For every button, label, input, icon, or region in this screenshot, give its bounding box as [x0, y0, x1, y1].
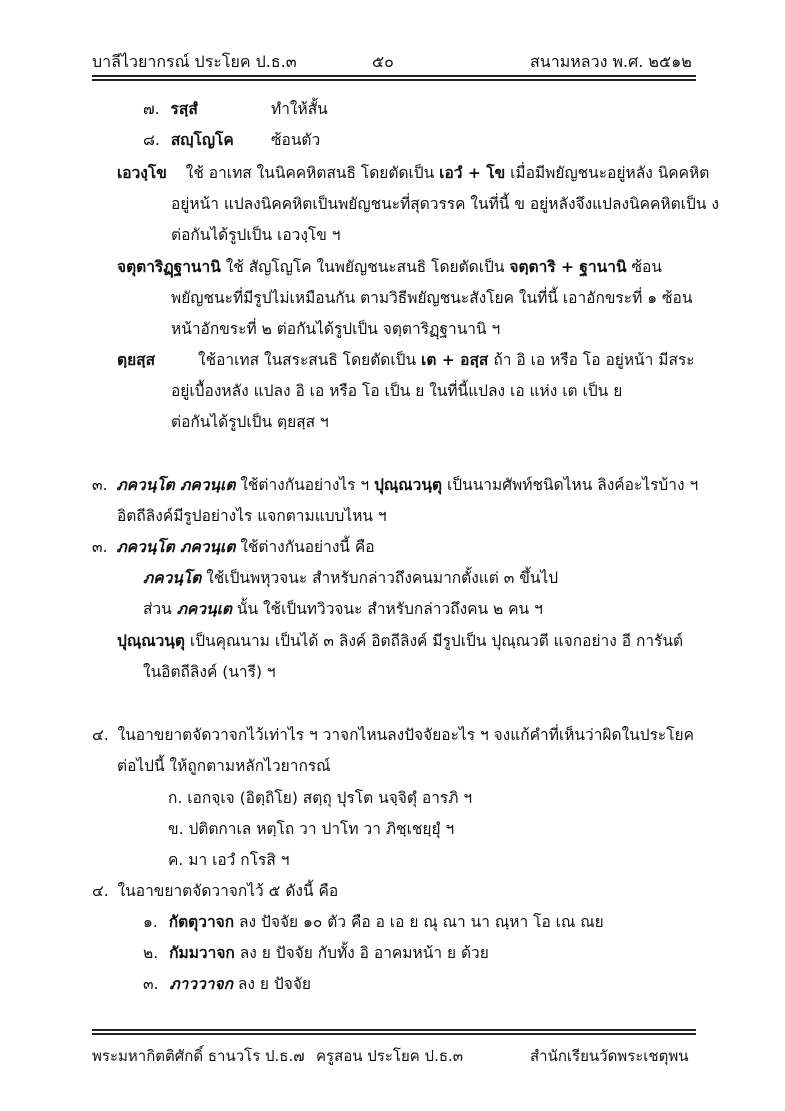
footer-rule-2 [92, 1033, 696, 1035]
definition: ซ้อนตัว [271, 131, 321, 149]
term: จตฺตาริ + ฐานานิ [509, 258, 627, 276]
term: ภควนฺโต ภควนฺเต [116, 476, 236, 494]
body-line: หน้าอักขระที่ ๒ ต่อกันได้รูปเป็น จตฺตาริฏฺฐานานิ ฯ [171, 320, 501, 338]
term: ภาววาจก [169, 975, 233, 993]
text: ถ้า อิ เอ หรือ โอ อยู่หน้า มีสระ [488, 351, 695, 369]
text: ลง ย ปัจจัย [232, 975, 311, 993]
term: รสฺสํ [170, 100, 198, 118]
body-line [143, 598, 543, 620]
body-line [117, 630, 683, 652]
term: กัมมวาจก [169, 944, 235, 962]
body-line [143, 129, 321, 151]
question-number: ๓. [92, 476, 108, 494]
text: ใช้ อาเทส ในนิคคหิตสนธิ โดยตัดเป็น [185, 164, 440, 182]
term: จตุตาริฏฺฐานานิ [117, 258, 221, 276]
item-number: ๘. [143, 131, 160, 149]
question-number: ๔. [92, 726, 109, 744]
body-line: พยัญชนะที่มีรูปไม่เหมือนกัน ตามวิธีพยัญชนะสังโยค ในที่นี้ เอาอักขระที่ ๑ ซ้อน [171, 289, 693, 307]
footer-right: สำนักเรียนวัดพระเชตุพน [530, 1047, 689, 1065]
body-line [143, 973, 311, 995]
text: ในอาขยาตจัดวาจกไว้ ๕ ดังนี้ คือ [117, 882, 339, 900]
header-left: บาลีไวยากรณ์ ประโยค ป.ธ.๓ [92, 52, 297, 71]
body-line: ก. เอกจฺเจ (อิตฺถิโย) สตฺถุ ปุรโต นจฺจิตุํ อารภิ ฯ [168, 789, 473, 807]
text: นั้น ใช้เป็นทวิวจนะ สำหรับกล่าวถึงคน ๒ คน ฯ [231, 600, 543, 618]
footer-rule [92, 1029, 696, 1031]
body-line [143, 567, 558, 589]
text: ซ้อน [626, 258, 662, 276]
body-line: ข. ปติตกาเล หตฺโถ วา ปาโท วา ภิชฺเชยฺยุํ ฯ [168, 820, 455, 838]
footer-left: พระมหากิตติศักดิ์ ธานวโร ป.ธ.๗ [92, 1047, 305, 1065]
term: เต + อสฺส [421, 351, 489, 369]
text: ใช้ต่างกันอย่างไร ฯ [235, 476, 375, 494]
question-3 [92, 474, 698, 496]
body-line: อยู่เบื้องหลัง แปลง อิ เอ หรือ โอ เป็น ย ในที่นี้แปลง เอ แห่ง เต เป็น ย [171, 382, 623, 400]
text: ใช้อาเทส ในสระสนธิ โดยตัดเป็น [198, 351, 422, 369]
term: ปุณฺณวนฺตุ [374, 476, 443, 494]
body-line [117, 162, 709, 184]
body-line [143, 911, 604, 933]
body-line: ต่อกันได้รูปเป็น เอวงฺโข ฯ [171, 226, 341, 244]
answer-3 [92, 536, 375, 558]
text: เป็นนามศัพท์ชนิดไหน ลิงค์อะไรบ้าง ฯ [442, 476, 699, 494]
answer-4 [92, 880, 338, 902]
answer-number: ๔. [92, 882, 109, 900]
text: ใช้ สัญโญโค ในพยัญชนะสนธิ โดยตัดเป็น [220, 258, 510, 276]
body-line: ในอิตถีลิงค์ (นารี) ฯ [143, 663, 276, 681]
body-line [117, 256, 662, 278]
term: เอวํ + โข [439, 164, 506, 182]
text: ใช้ต่างกันอย่างนี้ คือ [235, 538, 375, 556]
text: ลง ปัจจัย ๑๐ ตัว คือ อ เอ ย ณุ ณา นา ณฺหา โอ เณ ณย [234, 913, 604, 931]
definition: ทำให้สั้น [271, 100, 328, 118]
text: ใช้เป็นพหุวจนะ สำหรับกล่าวถึงคนมากตั้งแต่ ๓ ขึ้นไป [201, 569, 559, 587]
term: ตฺยสฺส [117, 351, 156, 369]
footer-center: ครูสอน ประโยค ป.ธ.๓ [316, 1047, 464, 1065]
text: ลง ย ปัจจัย กับทั้ง อิ อาคมหน้า ย ด้วย [234, 944, 489, 962]
term: สญฺโญโค [170, 131, 234, 149]
item-number: ๒. [143, 944, 159, 962]
header-rule-2 [92, 79, 696, 81]
term: ปุณฺณวนฺตุ [117, 632, 185, 650]
body-line [143, 942, 489, 964]
item-number: ๑. [143, 913, 158, 931]
item-number: ๓. [143, 975, 159, 993]
term: เอวงฺโข [117, 164, 167, 182]
header-right: สนามหลวง พ.ศ. ๒๕๑๒ [530, 52, 692, 71]
text: ในอาขยาตจัดวาจกไว้เท่าไร ฯ วาจกไหนลงปัจจัยอะไร ฯ จงแก้คำที่เห็นว่าผิดในประโยค [117, 726, 695, 744]
body-line: อยู่หน้า แปลงนิคคหิตเป็นพยัญชนะที่สุดวรรค ในที่นี้ ข อยู่หลังจึงแปลงนิคคหิตเป็น ง [171, 195, 719, 213]
body-line [143, 98, 328, 120]
text: เป็นคุณนาม เป็นได้ ๓ ลิงค์ อิตถีลิงค์ มีรูปเป็น ปุณฺณวตี แจกอย่าง อี การันต์ [184, 632, 684, 650]
answer-number: ๓. [92, 538, 108, 556]
term: ภควนฺโต [143, 569, 202, 587]
body-line: ต่อไปนี้ ให้ถูกตามหลักไวยากรณ์ [117, 757, 331, 775]
text: เมื่อมีพยัญชนะอยู่หลัง นิคคหิต [505, 164, 710, 182]
term: กัตตุวาจก [168, 913, 235, 931]
body-line: ค. มา เอวํ กโรสิ ฯ [168, 851, 290, 869]
body-line: อิตถีลิงค์มีรูปอย่างไร แจกตามแบบไหน ฯ [117, 507, 387, 525]
term: ภควนฺเต [176, 600, 232, 618]
question-4 [92, 724, 694, 746]
item-number: ๗. [143, 100, 160, 118]
body-line [117, 349, 695, 371]
page-number: ๕๐ [372, 52, 394, 71]
body-line: ต่อกันได้รูปเป็น ตฺยสฺส ฯ [171, 413, 329, 431]
text: ส่วน [143, 600, 177, 618]
term: ภควนฺโต ภควนฺเต [116, 538, 236, 556]
header-rule [92, 75, 696, 77]
